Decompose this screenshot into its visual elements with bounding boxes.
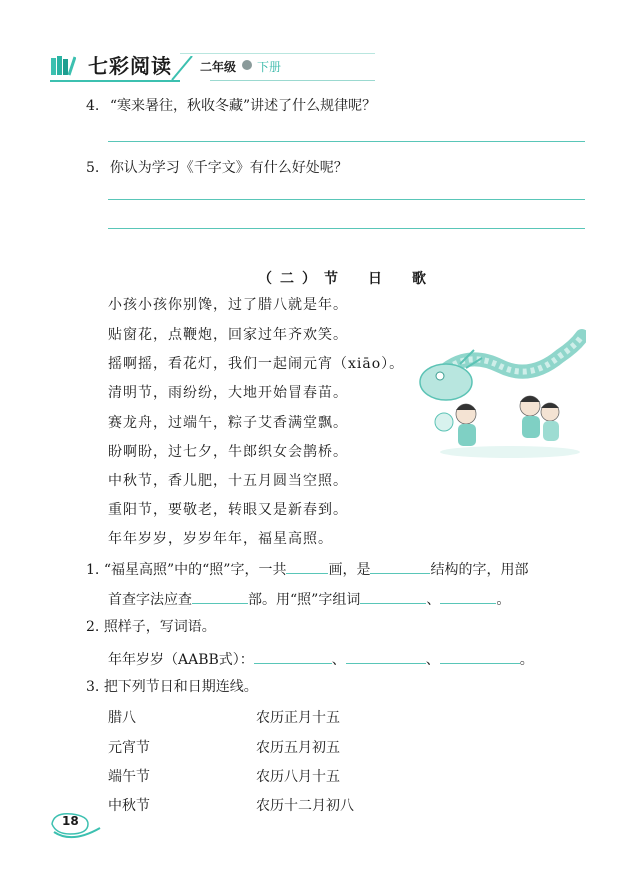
question-text: 首查字法应查 [108,592,192,608]
example-prompt: 年年岁岁（AABB式）： [108,652,254,668]
poem-title: （二）节 日 歌 [258,271,434,287]
end-mark: 。 [519,652,534,668]
answer-line[interactable] [108,141,585,142]
blank-radical[interactable] [192,587,248,604]
separator: 、 [331,652,346,668]
dot-icon [242,60,252,70]
question-text: 把下列节日和日期连线。 [103,679,258,695]
question-text: 画，是 [328,562,371,578]
blank-word-2[interactable] [440,587,496,604]
exercise-3 [86,677,258,697]
question-5 [86,158,348,178]
poem-line: 赛龙舟，过端午，粽子艾香满堂飘。 [108,415,348,431]
header-top-rule [180,53,375,54]
question-text: 照样子，写词语。 [103,619,216,635]
poem-line: 小孩小孩你别馋，过了腊八就是年。 [108,297,348,313]
poem-line: 年年岁岁，岁岁年年，福星高照。 [108,531,333,547]
blank-structure[interactable] [370,557,430,574]
question-text: 结构的字，用部 [430,562,529,578]
answer-line[interactable] [108,228,585,229]
header-rule-thin [210,80,375,81]
exercise-1-line-2 [108,587,510,610]
question-number: 3. [86,679,100,695]
volume-label: 下册 [257,60,282,74]
question-number: 5. [86,160,100,176]
blank-word-1[interactable] [254,647,332,664]
date-item[interactable]: 农历八月十五 [256,769,340,785]
dragon-dance-illustration [410,326,586,462]
poem-line: 摇啊摇，看花灯，我们一起闹元宵（xiāo）。 [108,356,405,372]
blank-word-1[interactable] [360,587,426,604]
exercise-2 [86,617,216,637]
end-mark: 。 [496,592,511,608]
blank-word-3[interactable] [440,647,520,664]
question-number: 4. [86,98,100,114]
date-item[interactable]: 农历五月初五 [256,740,340,756]
question-number: 1. [86,562,100,578]
exercise-2-answer-row [108,647,534,670]
poem-line: 贴窗花，点鞭炮，回家过年齐欢笑。 [108,327,348,343]
grade-label: 二年级 [200,60,237,74]
festival-item[interactable]: 中秋节 [108,798,150,814]
poem-line: 中秋节，香儿肥，十五月圆当空照。 [108,473,348,489]
question-number: 2. [86,619,100,635]
header-rule [50,80,180,82]
question-text: 部。用“照”字组词 [248,592,361,608]
question-4 [86,96,376,116]
separator: 、 [426,592,441,608]
book-logo-icon [50,54,76,76]
date-item[interactable]: 农历正月十五 [256,710,340,726]
blank-word-2[interactable] [346,647,426,664]
exercise-1-line-1 [86,557,528,580]
question-text: “寒来暑往，秋收冬藏”讲述了什么规律呢？ [109,98,377,114]
date-item[interactable]: 农历十二月初八 [256,798,354,814]
festival-item[interactable]: 元宵节 [108,740,150,756]
question-text: 你认为学习《千字文》有什么好处呢？ [109,160,348,176]
poem-line: 盼啊盼，过七夕，牛郎织女会鹊桥。 [108,444,348,460]
poem-line: 清明节，雨纷纷，大地开始冒春苗。 [108,385,348,401]
page-number: 18 [62,814,79,828]
answer-line[interactable] [108,199,585,200]
poem-line: 重阳节，要敬老，转眼又是新春到。 [108,502,348,518]
question-text: “福星高照”中的“照”字，一共 [103,562,287,578]
festival-item[interactable]: 端午节 [108,769,150,785]
festival-item[interactable]: 腊八 [108,710,136,726]
series-title: 七彩阅读 [88,54,172,78]
blank-stroke-count[interactable] [286,557,328,574]
separator: 、 [425,652,440,668]
